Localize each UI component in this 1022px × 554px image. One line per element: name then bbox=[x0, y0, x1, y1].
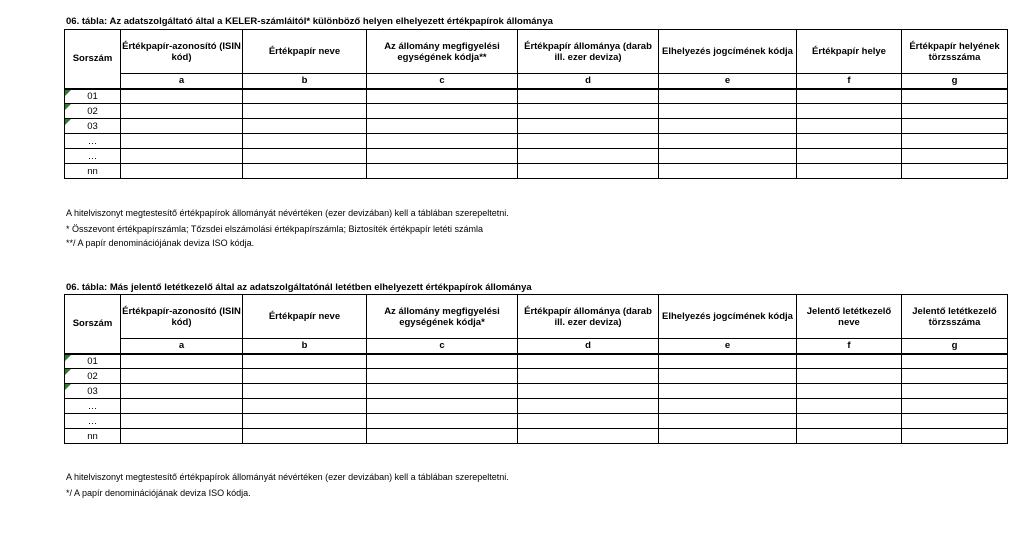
row-number: … bbox=[87, 400, 98, 412]
data-cell[interactable] bbox=[121, 89, 243, 104]
table1-header-sorszam: Sorszám bbox=[65, 30, 121, 89]
table2-header-sorszam: Sorszám bbox=[65, 295, 121, 354]
data-cell[interactable] bbox=[121, 119, 243, 134]
data-cell[interactable] bbox=[797, 89, 902, 104]
data-cell[interactable] bbox=[518, 164, 659, 179]
data-cell[interactable] bbox=[902, 429, 1008, 444]
data-cell[interactable] bbox=[797, 134, 902, 149]
table1-letter: c bbox=[367, 74, 518, 89]
table-row bbox=[65, 104, 1008, 119]
data-cell[interactable] bbox=[243, 149, 367, 164]
data-cell[interactable] bbox=[902, 149, 1008, 164]
data-cell[interactable] bbox=[518, 369, 659, 384]
data-cell[interactable] bbox=[797, 429, 902, 444]
row-number: 01 bbox=[87, 355, 98, 367]
data-cell[interactable] bbox=[367, 149, 518, 164]
table2-header-custodian-id: Jelentő letétkezelő törzsszáma bbox=[902, 295, 1008, 339]
data-cell[interactable] bbox=[902, 384, 1008, 399]
data-cell[interactable] bbox=[797, 399, 902, 414]
data-cell[interactable] bbox=[243, 354, 367, 369]
data-cell[interactable] bbox=[518, 119, 659, 134]
data-cell[interactable] bbox=[367, 354, 518, 369]
data-cell[interactable] bbox=[902, 104, 1008, 119]
data-cell[interactable] bbox=[902, 399, 1008, 414]
table2-letter: e bbox=[659, 339, 797, 354]
table2-letter: b bbox=[243, 339, 367, 354]
data-cell[interactable] bbox=[367, 134, 518, 149]
table2-letter: c bbox=[367, 339, 518, 354]
row-number: nn bbox=[87, 430, 98, 442]
data-cell[interactable] bbox=[121, 399, 243, 414]
table-row bbox=[65, 134, 1008, 149]
data-cell[interactable] bbox=[243, 119, 367, 134]
table-row bbox=[65, 149, 1008, 164]
data-cell[interactable] bbox=[367, 429, 518, 444]
table-row bbox=[65, 369, 1008, 384]
table2-letter: g bbox=[902, 339, 1008, 354]
row-number-cell[interactable] bbox=[65, 399, 121, 414]
table1-title: 06. tábla: Az adatszolgáltató által a KELER-számláitól* különböző helyen elhelyezett értékpapírok állománya bbox=[66, 16, 553, 27]
table-row bbox=[65, 354, 1008, 369]
data-cell[interactable] bbox=[243, 429, 367, 444]
data-cell[interactable] bbox=[659, 149, 797, 164]
data-cell[interactable] bbox=[659, 399, 797, 414]
data-cell[interactable] bbox=[121, 384, 243, 399]
row-number-cell[interactable] bbox=[65, 354, 121, 369]
table1-letter: e bbox=[659, 74, 797, 89]
row-number: 03 bbox=[87, 385, 98, 397]
data-cell[interactable] bbox=[243, 134, 367, 149]
table2-header-stock: Értékpapír állománya (darab ill. ezer deviza) bbox=[518, 295, 659, 339]
table2-header-isin: Értékpapír-azonosító (ISIN kód) bbox=[121, 295, 243, 339]
table-row bbox=[65, 429, 1008, 444]
data-cell[interactable] bbox=[367, 104, 518, 119]
data-cell[interactable] bbox=[797, 119, 902, 134]
data-cell[interactable] bbox=[659, 414, 797, 429]
data-cell[interactable] bbox=[367, 164, 518, 179]
table-row bbox=[65, 119, 1008, 134]
row-number-cell[interactable] bbox=[65, 89, 121, 104]
row-number: 01 bbox=[87, 90, 98, 102]
table2-note: */ A papír denominációjának deviza ISO kódja. bbox=[66, 488, 251, 498]
table1-letter: d bbox=[518, 74, 659, 89]
table1-note: * Összevont értékpapírszámla; Tőzsdei elszámolási értékpapírszámla; Biztosíték értékpapír letéti számla bbox=[66, 224, 484, 234]
table-row bbox=[65, 384, 1008, 399]
data-cell[interactable] bbox=[367, 369, 518, 384]
data-cell[interactable] bbox=[518, 414, 659, 429]
data-cell[interactable] bbox=[797, 104, 902, 119]
data-cell[interactable] bbox=[659, 104, 797, 119]
data-cell[interactable] bbox=[659, 354, 797, 369]
table1-note: A hitelviszonyt megtestesítő értékpapírok állományát névértéken (ezer devizában) kell a táblában szerepeltetni. bbox=[66, 208, 509, 218]
table2-title: 06. tábla: Más jelentő letétkezelő által az adatszolgáltatónál letétben elhelyezett értékpapírok állománya bbox=[66, 282, 532, 293]
row-number: nn bbox=[87, 165, 98, 177]
row-number: … bbox=[87, 135, 98, 147]
table-row bbox=[65, 164, 1008, 179]
row-number-cell[interactable] bbox=[65, 149, 121, 164]
data-cell[interactable] bbox=[518, 399, 659, 414]
table2-letter: d bbox=[518, 339, 659, 354]
table2-header-custodian-name: Jelentő letétkezelő neve bbox=[797, 295, 902, 339]
row-number-cell[interactable] bbox=[65, 369, 121, 384]
row-number-cell[interactable] bbox=[65, 384, 121, 399]
table1-note: **/ A papír denominációjának deviza ISO kódja. bbox=[66, 238, 255, 248]
table1-header-stock: Értékpapír állománya (darab ill. ezer deviza) bbox=[518, 30, 659, 74]
table1-letter: a bbox=[121, 74, 243, 89]
data-cell[interactable] bbox=[902, 164, 1008, 179]
data-cell[interactable] bbox=[902, 119, 1008, 134]
cell-marker-icon bbox=[65, 119, 71, 125]
row-number-cell[interactable] bbox=[65, 429, 121, 444]
data-cell[interactable] bbox=[518, 134, 659, 149]
data-cell[interactable] bbox=[797, 164, 902, 179]
row-number-cell[interactable] bbox=[65, 164, 121, 179]
data-cell[interactable] bbox=[121, 149, 243, 164]
data-cell[interactable] bbox=[243, 399, 367, 414]
data-cell[interactable] bbox=[797, 369, 902, 384]
data-cell[interactable] bbox=[121, 369, 243, 384]
data-cell[interactable] bbox=[243, 369, 367, 384]
data-cell[interactable] bbox=[243, 164, 367, 179]
data-cell[interactable] bbox=[518, 89, 659, 104]
row-number: 02 bbox=[87, 105, 98, 117]
table1-letter: b bbox=[243, 74, 367, 89]
cell-marker-icon bbox=[65, 384, 71, 390]
data-cell[interactable] bbox=[902, 369, 1008, 384]
row-number: 03 bbox=[87, 120, 98, 132]
row-number: … bbox=[87, 150, 98, 162]
cell-marker-icon bbox=[65, 90, 71, 96]
data-cell[interactable] bbox=[659, 164, 797, 179]
data-cell[interactable] bbox=[797, 414, 902, 429]
table1-letter: g bbox=[902, 74, 1008, 89]
table2 bbox=[64, 294, 1008, 444]
cell-marker-icon bbox=[65, 369, 71, 375]
data-cell[interactable] bbox=[659, 429, 797, 444]
data-cell[interactable] bbox=[518, 384, 659, 399]
row-number-cell[interactable] bbox=[65, 414, 121, 429]
data-cell[interactable] bbox=[659, 119, 797, 134]
table1 bbox=[64, 29, 1008, 179]
data-cell[interactable] bbox=[121, 429, 243, 444]
data-cell[interactable] bbox=[902, 354, 1008, 369]
data-cell[interactable] bbox=[659, 89, 797, 104]
data-cell[interactable] bbox=[243, 89, 367, 104]
data-cell[interactable] bbox=[518, 104, 659, 119]
data-cell[interactable] bbox=[121, 354, 243, 369]
table2-letter: a bbox=[121, 339, 243, 354]
data-cell[interactable] bbox=[243, 384, 367, 399]
row-number-cell[interactable] bbox=[65, 134, 121, 149]
data-cell[interactable] bbox=[902, 414, 1008, 429]
table1-letter: f bbox=[797, 74, 902, 89]
data-cell[interactable] bbox=[243, 414, 367, 429]
data-cell[interactable] bbox=[902, 134, 1008, 149]
data-cell[interactable] bbox=[121, 134, 243, 149]
row-number: … bbox=[87, 415, 98, 427]
table-row bbox=[65, 414, 1008, 429]
row-number-cell[interactable] bbox=[65, 104, 121, 119]
table2-note: A hitelviszonyt megtestesítő értékpapírok állományát névértéken (ezer devizában) kell a táblában szerepeltetni. bbox=[66, 472, 509, 482]
data-cell[interactable] bbox=[367, 119, 518, 134]
table2-header-placement-code: Elhelyezés jogcímének kódja bbox=[659, 295, 797, 339]
data-cell[interactable] bbox=[121, 104, 243, 119]
data-cell[interactable] bbox=[797, 384, 902, 399]
row-number: 02 bbox=[87, 370, 98, 382]
table-row bbox=[65, 399, 1008, 414]
data-cell[interactable] bbox=[518, 354, 659, 369]
data-cell[interactable] bbox=[243, 104, 367, 119]
data-cell[interactable] bbox=[659, 369, 797, 384]
table1-header-name: Értékpapír neve bbox=[243, 30, 367, 74]
row-number-cell[interactable] bbox=[65, 119, 121, 134]
table2-letter: f bbox=[797, 339, 902, 354]
table1-header-location: Értékpapír helye bbox=[797, 30, 902, 74]
table2-header-name: Értékpapír neve bbox=[243, 295, 367, 339]
data-cell[interactable] bbox=[367, 89, 518, 104]
table1-header-location-id: Értékpapír helyének törzsszáma bbox=[902, 30, 1008, 74]
data-cell[interactable] bbox=[659, 384, 797, 399]
data-cell[interactable] bbox=[797, 354, 902, 369]
data-cell[interactable] bbox=[902, 89, 1008, 104]
data-cell[interactable] bbox=[797, 149, 902, 164]
table1-header-unit-code: Az állomány megfigyelési egységének kódja** bbox=[367, 30, 518, 74]
table1-header-isin: Értékpapír-azonosító (ISIN kód) bbox=[121, 30, 243, 74]
data-cell[interactable] bbox=[367, 414, 518, 429]
data-cell[interactable] bbox=[518, 429, 659, 444]
data-cell[interactable] bbox=[367, 399, 518, 414]
data-cell[interactable] bbox=[518, 149, 659, 164]
data-cell[interactable] bbox=[121, 414, 243, 429]
data-cell[interactable] bbox=[367, 384, 518, 399]
cell-marker-icon bbox=[65, 355, 71, 361]
table2-header-unit-code: Az állomány megfigyelési egységének kódja* bbox=[367, 295, 518, 339]
data-cell[interactable] bbox=[121, 164, 243, 179]
table1-header-placement-code: Elhelyezés jogcímének kódja bbox=[659, 30, 797, 74]
data-cell[interactable] bbox=[659, 134, 797, 149]
cell-marker-icon bbox=[65, 104, 71, 110]
table-row bbox=[65, 89, 1008, 104]
